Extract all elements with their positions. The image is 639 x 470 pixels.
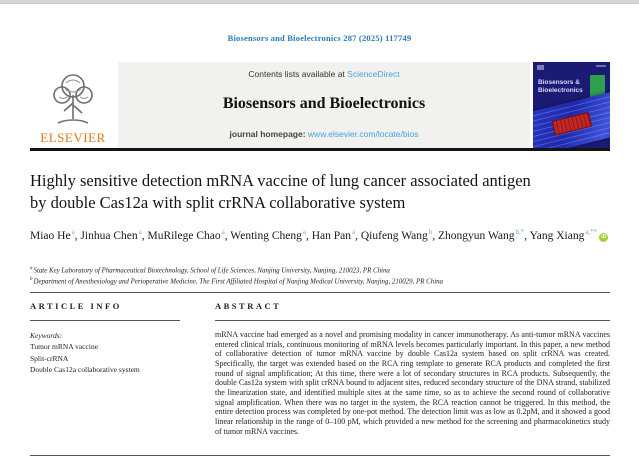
keyword-item: Tumor mRNA vaccine bbox=[30, 342, 99, 352]
author: Zhongyun Wang$^{b,*}$, bbox=[438, 228, 530, 242]
keyword-item: Split-crRNA bbox=[30, 353, 69, 363]
author-affil-sup: a,** bbox=[585, 228, 598, 236]
journal-header-banner bbox=[30, 62, 610, 148]
article-title-line1: Highly sensitive detection mRNA vaccine of lung cancer associated antigen bbox=[30, 171, 531, 190]
journal-info-box bbox=[118, 62, 530, 148]
window-edge-bar bbox=[0, 0, 639, 4]
author-affil-sup: a bbox=[221, 228, 225, 236]
keywords-label: Keywords: bbox=[30, 331, 63, 340]
cover-issue-mark bbox=[596, 65, 606, 67]
journal-title: Biosensors and Bioelectronics bbox=[222, 95, 426, 112]
author-affil-sup: b bbox=[428, 228, 433, 236]
author: Jinhua Chen$^a$, bbox=[80, 228, 148, 242]
homepage-label: journal homepage: bbox=[229, 129, 308, 139]
author-list bbox=[30, 227, 610, 246]
article-info-rule bbox=[30, 320, 180, 321]
affil-text: Department of Anesthesiology and Perioperative Medicine, The First Affiliated Hospital of Nanjing Medical University, Nanjing, 210029, PR China bbox=[33, 278, 444, 286]
author: Yang Xiang$^{a,**}$ bbox=[529, 228, 598, 242]
contents-text: Contents lists available at bbox=[248, 69, 348, 79]
cover-publisher-mark bbox=[537, 65, 544, 70]
author-affil-sup: b,* bbox=[515, 228, 525, 236]
article-title bbox=[30, 170, 610, 214]
author: Miao He$^a$, bbox=[30, 228, 81, 242]
section-divider-rule bbox=[30, 292, 610, 293]
affil-marker: b bbox=[30, 277, 33, 283]
elsevier-wordmark: ELSEVIER bbox=[40, 130, 106, 145]
author-affil-sup: a bbox=[138, 228, 142, 236]
contents-line bbox=[248, 69, 399, 79]
article-info-heading: ARTICLE INFO bbox=[30, 301, 122, 311]
orcid-icon[interactable]: iD bbox=[601, 233, 607, 240]
article-title-line2: by double Cas12a with split crRNA collaborative system bbox=[30, 192, 406, 212]
keyword-item: Double Cas12a collaborative system bbox=[30, 364, 140, 374]
cover-circuit-board-image bbox=[533, 91, 610, 148]
affiliation bbox=[30, 276, 610, 287]
affiliation-list bbox=[30, 265, 610, 288]
header-divider-rule bbox=[30, 148, 610, 151]
affiliation bbox=[30, 265, 610, 276]
author-affil-sup: a bbox=[71, 228, 75, 236]
abstract-rule bbox=[215, 320, 610, 321]
cover-title-line2: Bioelectronics bbox=[538, 87, 583, 95]
author: Qiufeng Wang$^b$, bbox=[360, 228, 439, 242]
cover-title bbox=[538, 79, 583, 96]
abstract-column bbox=[215, 301, 610, 436]
journal-citation: Biosensors and Bioelectronics 287 (2025) 117749 bbox=[227, 33, 412, 43]
journal-homepage-link[interactable]: www.elsevier.com/locate/bios bbox=[307, 129, 419, 139]
cover-title-line1: Biosensors & bbox=[538, 79, 580, 86]
elsevier-tree-icon bbox=[44, 71, 102, 129]
elsevier-logo[interactable] bbox=[30, 62, 116, 148]
author: MuRilege Chao$^a$, bbox=[147, 228, 231, 242]
footer-divider-rule bbox=[30, 455, 610, 456]
journal-cover-thumbnail[interactable] bbox=[533, 62, 610, 148]
affil-marker: a bbox=[30, 266, 33, 271]
author-affil-sup: a bbox=[302, 228, 306, 236]
author-affil-sup: a bbox=[352, 228, 356, 236]
homepage-line bbox=[230, 129, 419, 139]
info-abstract-columns bbox=[30, 301, 610, 436]
affil-text: State Key Laboratory of Pharmaceutical Biotechnology, School of Life Sciences, Nanjing University, Nanjing, 210023, PR China bbox=[33, 267, 390, 275]
abstract-heading: ABSTRACT bbox=[215, 301, 282, 311]
article-info-column bbox=[30, 301, 180, 436]
author: Wenting Cheng$^a$, bbox=[230, 228, 312, 242]
author: Han Pan$^a$, bbox=[311, 228, 361, 242]
abstract-text: mRNA vaccine had emerged as a novel and promising modality in cancer immunotherapy. As anti-tumor mRNA vaccines entered clinical trials, continuous monitoring of mRNA levels becomes particularly important. In this paper, a new method of collaborative detection of tumor mRNA vaccine by double Cas12a system based on split crRNA was created. Specifically, the target was extended based on the RCA ring template to generate RCA products and completed the first round of signal amplification; At this time, there were a lot of secondary structures in RCA products. Subsequently, the double Cas12a system with split crRNA bound to adjacent sites, reduced secondary structure of the DNA strand, stabilized the linearization state, and identified multiple sites at the same time, so as to achieve the second round of collaborative signal amplification. When there was no target in the system, the RCA reaction cannot be triggered. In this method, the entire detection process was completed by one-pot method. The detection limit was as low as 0.2pM, and it showed a good linear relationship in the range of 0–100 pM, which provided a new method for the screening and pharmacokinetics study of tumor mRNA vaccines. bbox=[215, 330, 610, 436]
sciencedirect-link[interactable]: ScienceDirect bbox=[347, 69, 400, 79]
